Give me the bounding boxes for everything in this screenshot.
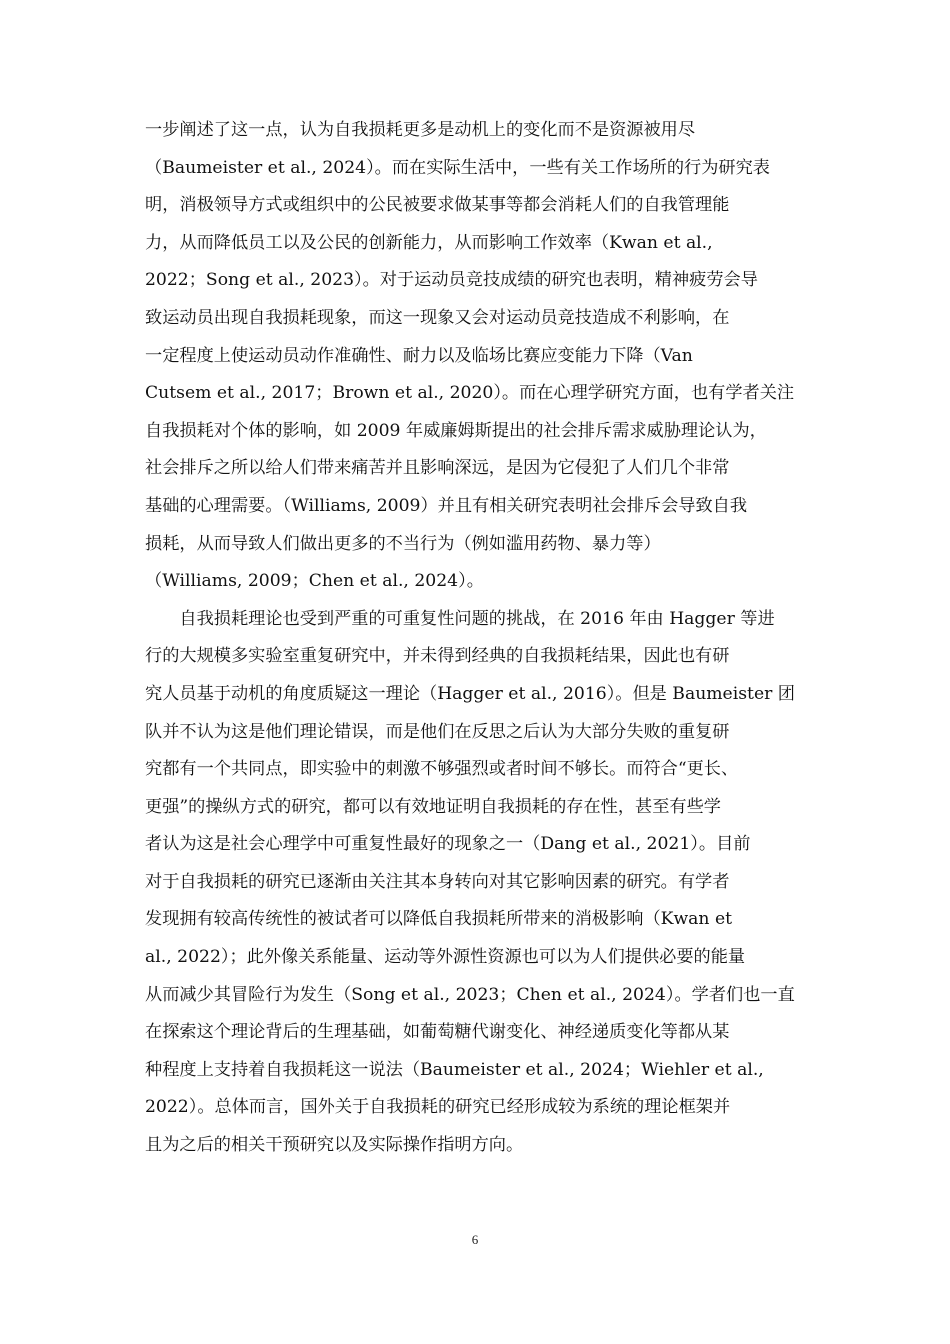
- text-line: 自我损耗对个体的影响，如 2009 年威廉姆斯提出的社会排斥需求威胁理论认为，: [145, 420, 767, 441]
- text-line: 明，消极领导方式或组织中的公民被要求做某事等都会消耗人们的自我管理能: [145, 195, 730, 216]
- text-line: （Baumeister et al., 2024）。而在实际生活中，一些有关工作场所的行为研究表: [145, 157, 770, 178]
- text-line: 究人员基于动机的角度质疑这一理论（Hagger et al., 2016）。但是 Baumeister 团: [145, 683, 795, 704]
- text-line: 从而减少其冒险行为发生（Song et al., 2023；Chen et al., 2024）。学者们也一直: [145, 984, 795, 1005]
- text-line: 一步阐述了这一点，认为自我损耗更多是动机上的变化而不是资源被用尽: [145, 120, 696, 140]
- text-line: 种程度上支持着自我损耗这一说法（Baumeister et al., 2024；Wiehler et al.,: [145, 1059, 764, 1080]
- text-line: 自我损耗理论也受到严重的可重复性问题的挑战，在 2016 年由 Hagger 等进: [145, 608, 775, 629]
- text-line: 究都有一个共同点，即实验中的刺激不够强烈或者时间不够长。而符合“更长、: [145, 759, 739, 780]
- text-line: 损耗，从而导致人们做出更多的不当行为（例如滥用药物、暴力等）: [145, 533, 661, 554]
- text-line: Cutsem et al., 2017；Brown et al., 2020）。而在心理学研究方面，也有学者关注: [145, 383, 795, 404]
- text-line: 行的大规模多实验室重复研究中，并未得到经典的自我损耗结果，因此也有研: [145, 646, 730, 667]
- text-line: 队并不认为这是他们理论错误，而是他们在反思之后认为大部分失败的重复研: [145, 721, 730, 742]
- text-line: 一定程度上使运动员动作准确性、耐力以及临场比赛应变能力下降（Van: [145, 345, 693, 366]
- text-line: 基础的心理需要。（Williams, 2009）并且有相关研究表明社会排斥会导致自我: [145, 495, 748, 516]
- body-text: [145, 112, 810, 1165]
- page-number: 6: [471, 1232, 479, 1247]
- text-line: （Williams, 2009；Chen et al., 2024）。: [145, 571, 484, 592]
- text-line: 2022；Song et al., 2023）。对于运动员竞技成绩的研究也表明，精神疲劳会导: [145, 270, 758, 291]
- text-line: 2022）。总体而言，国外关于自我损耗的研究已经形成较为系统的理论框架并: [145, 1097, 731, 1118]
- text-line: 在探索这个理论背后的生理基础，如葡萄糖代谢变化、神经递质变化等都从某: [145, 1022, 730, 1043]
- text-line: 对于自我损耗的研究已逐渐由关注其本身转向对其它影响因素的研究。有学者: [145, 871, 730, 892]
- text-line: 社会排斥之所以给人们带来痛苦并且影响深远，是因为它侵犯了人们几个非常: [145, 458, 730, 479]
- text-line: al., 2022）；此外像关系能量、运动等外源性资源也可以为人们提供必要的能量: [145, 947, 746, 968]
- text-line: 力，从而降低员工以及公民的创新能力，从而影响工作效率（Kwan et al.,: [145, 232, 713, 253]
- text-line: 发现拥有较高传统性的被试者可以降低自我损耗所带来的消极影响（Kwan et: [145, 909, 733, 930]
- text-line: 且为之后的相关干预研究以及实际操作指明方向。: [145, 1135, 524, 1156]
- text-line: 者认为这是社会心理学中可重复性最好的现象之一（Dang et al., 2021）。目前: [145, 834, 751, 855]
- text-line: 更强”的操纵方式的研究，都可以有效地证明自我损耗的存在性，甚至有些学: [145, 796, 721, 817]
- text-line: 致运动员出现自我损耗现象，而这一现象又会对运动员竞技造成不利影响，在: [145, 307, 730, 328]
